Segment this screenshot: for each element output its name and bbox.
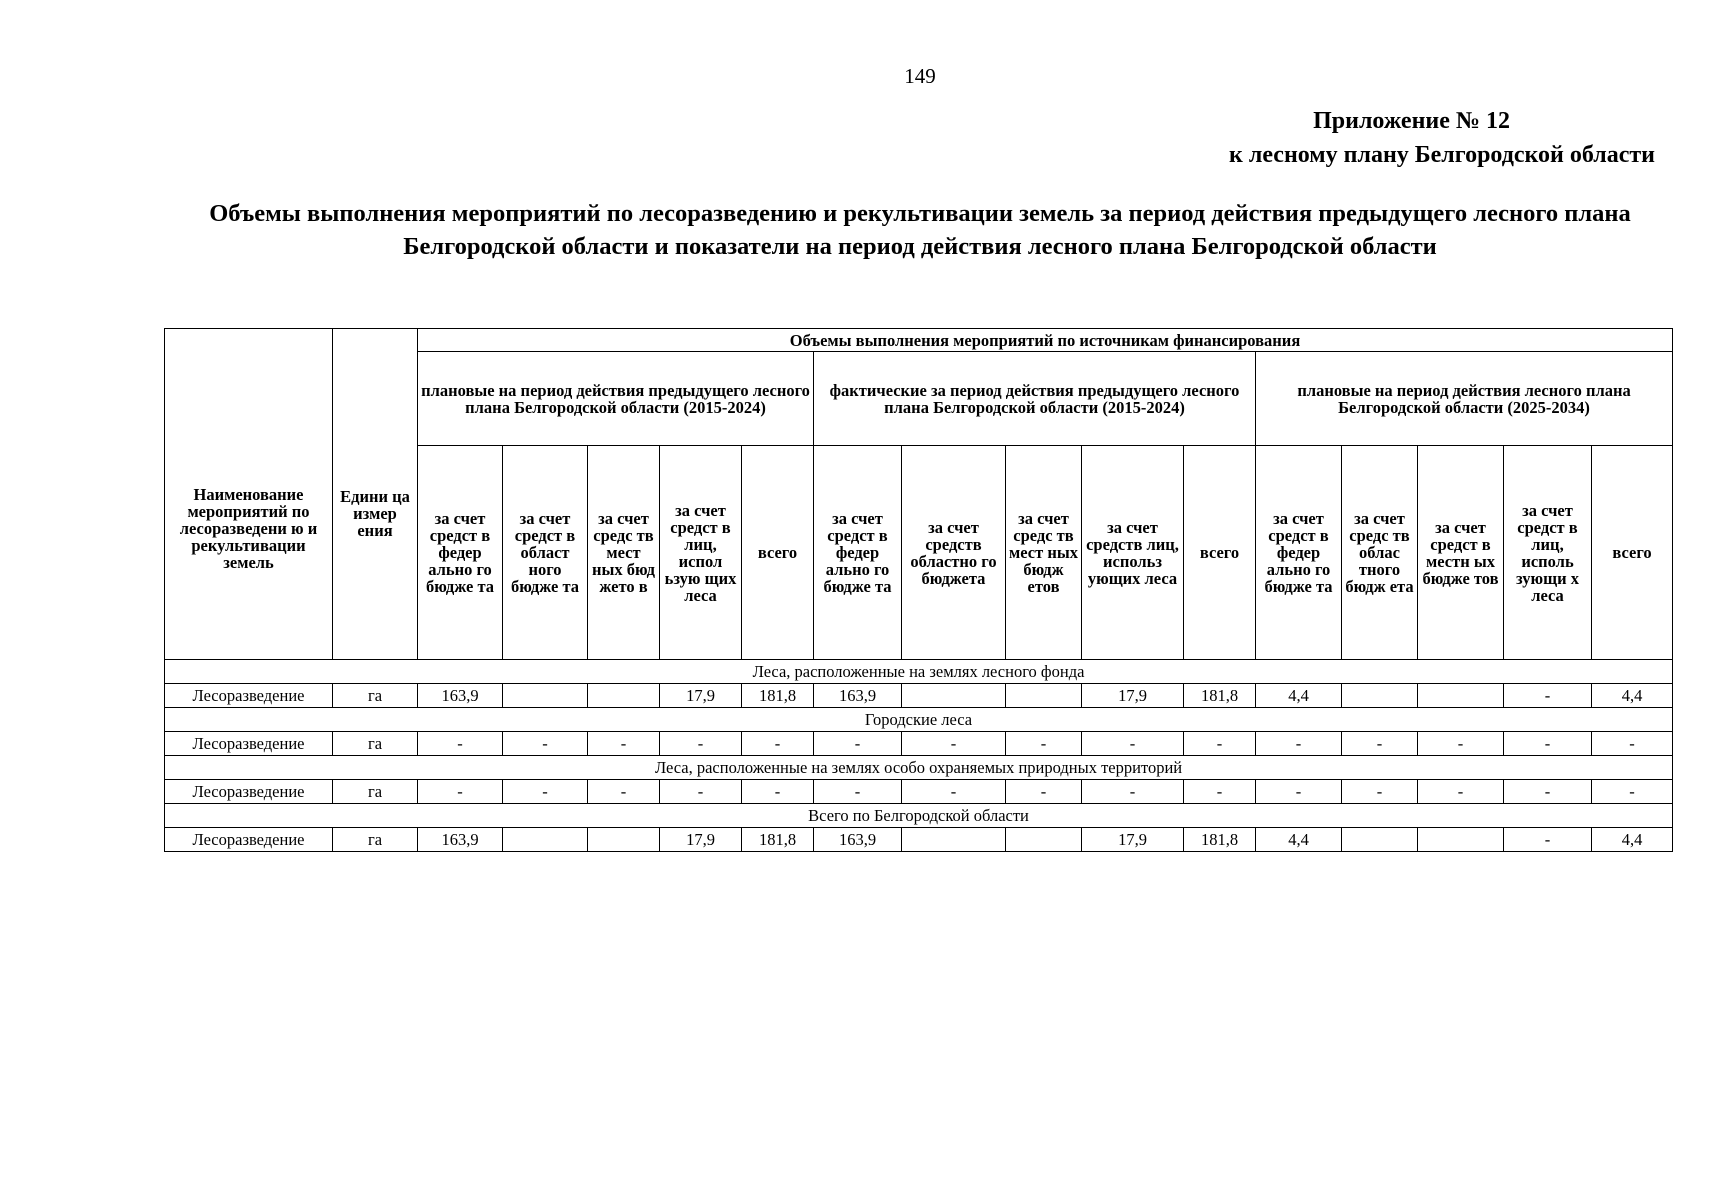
header-sub-cell: всего xyxy=(742,446,814,660)
section-title: Всего по Белгородской области xyxy=(165,804,1673,828)
row-value-cell: 163,9 xyxy=(814,684,902,708)
row-value-cell xyxy=(503,684,588,708)
header-sub-cell: за счет средст в местн ых бюдже тов xyxy=(1418,446,1504,660)
row-activity-name: Лесоразведение xyxy=(165,780,333,804)
row-value-cell: - xyxy=(1342,732,1418,756)
row-value-cell: - xyxy=(814,732,902,756)
row-value-cell: 181,8 xyxy=(742,828,814,852)
header-planned-prev-period: плановые на период действия предыдущего лесного плана Белгородской области (2015-2024) xyxy=(418,352,814,446)
row-value-cell: - xyxy=(902,780,1006,804)
section-row xyxy=(165,708,1673,732)
header-sub-cell: за счет средс тв облас тного бюдж ета xyxy=(1342,446,1418,660)
row-value-cell: 163,9 xyxy=(814,828,902,852)
row-value-cell: 4,4 xyxy=(1592,684,1673,708)
row-value-cell: - xyxy=(814,780,902,804)
document-title: Объемы выполнения мероприятий по лесоразведению и рекультивации земель за период действия предыдущего лесного плана Белгородской области и показатели на период действия лесного плана Белгородской области xyxy=(209,200,1631,260)
row-value-cell: - xyxy=(1592,780,1673,804)
row-value-cell: - xyxy=(1504,780,1592,804)
table-row xyxy=(165,828,1673,852)
row-value-cell: - xyxy=(588,780,660,804)
header-unit: Едини ца измер ения xyxy=(333,329,418,660)
row-value-cell: - xyxy=(588,732,660,756)
header-activity-name: Наименование мероприятий по лесоразведени ю и рекультивации земель xyxy=(165,329,333,660)
row-value-cell xyxy=(902,828,1006,852)
row-value-cell: - xyxy=(660,780,742,804)
header-sub-cell: за счет средс тв мест ных бюд жето в xyxy=(588,446,660,660)
row-activity-name: Лесоразведение xyxy=(165,828,333,852)
page-number: 149 xyxy=(904,64,936,88)
row-value-cell: - xyxy=(1504,684,1592,708)
row-value-cell: 17,9 xyxy=(660,828,742,852)
afforestation-table xyxy=(164,328,1673,852)
row-value-cell: - xyxy=(742,732,814,756)
row-value-cell xyxy=(1342,684,1418,708)
row-value-cell: 181,8 xyxy=(1184,828,1256,852)
row-value-cell: - xyxy=(418,780,503,804)
row-value-cell xyxy=(902,684,1006,708)
row-value-cell xyxy=(1006,684,1082,708)
section-row xyxy=(165,660,1673,684)
row-activity-name: Лесоразведение xyxy=(165,684,333,708)
header-sub-cell: за счет средств областно го бюджета xyxy=(902,446,1006,660)
row-value-cell: - xyxy=(902,732,1006,756)
header-sub-cell: за счет средст в федер ально го бюдже та xyxy=(814,446,902,660)
table-row xyxy=(165,780,1673,804)
header-sub-cell: за счет средств лиц, использ ующих леса xyxy=(1082,446,1184,660)
header-sub-cell: всего xyxy=(1592,446,1673,660)
row-value-cell: 181,8 xyxy=(1184,684,1256,708)
row-value-cell: - xyxy=(1504,828,1592,852)
header-sub-cell: за счет средс тв мест ных бюдж етов xyxy=(1006,446,1082,660)
row-value-cell xyxy=(588,828,660,852)
row-value-cell: - xyxy=(1342,780,1418,804)
row-value-cell: 4,4 xyxy=(1256,828,1342,852)
table-row xyxy=(165,684,1673,708)
row-value-cell xyxy=(1418,828,1504,852)
row-unit: га xyxy=(333,684,418,708)
row-value-cell: - xyxy=(1418,732,1504,756)
section-title: Леса, расположенные на землях особо охраняемых природных территорий xyxy=(165,756,1673,780)
row-value-cell: - xyxy=(660,732,742,756)
row-value-cell: - xyxy=(1256,732,1342,756)
row-unit: га xyxy=(333,828,418,852)
row-value-cell: - xyxy=(1006,780,1082,804)
row-unit: га xyxy=(333,732,418,756)
row-value-cell: - xyxy=(1184,780,1256,804)
row-value-cell xyxy=(1006,828,1082,852)
row-value-cell: - xyxy=(418,732,503,756)
row-value-cell: 17,9 xyxy=(1082,684,1184,708)
row-value-cell: 17,9 xyxy=(1082,828,1184,852)
row-activity-name: Лесоразведение xyxy=(165,732,333,756)
section-row xyxy=(165,804,1673,828)
row-value-cell: 181,8 xyxy=(742,684,814,708)
row-value-cell: - xyxy=(742,780,814,804)
section-row xyxy=(165,756,1673,780)
row-value-cell: - xyxy=(1592,732,1673,756)
row-value-cell: - xyxy=(1418,780,1504,804)
row-value-cell: - xyxy=(1006,732,1082,756)
row-value-cell xyxy=(1342,828,1418,852)
appendix-number: Приложение № 12 xyxy=(1313,108,1510,134)
header-planned-new-period: плановые на период действия лесного плана Белгородской области (2025-2034) xyxy=(1256,352,1673,446)
row-value-cell: - xyxy=(503,732,588,756)
header-actual-prev-period: фактические за период действия предыдущего лесного плана Белгородской области (2015-2024) xyxy=(814,352,1256,446)
row-value-cell: 4,4 xyxy=(1256,684,1342,708)
section-title: Городские леса xyxy=(165,708,1673,732)
row-value-cell xyxy=(503,828,588,852)
header-sub-cell: за счет средст в федер ально го бюдже та xyxy=(418,446,503,660)
section-title: Леса, расположенные на землях лесного фонда xyxy=(165,660,1673,684)
table-body xyxy=(165,660,1673,852)
row-value-cell: - xyxy=(1256,780,1342,804)
header-sub-cell: за счет средст в лиц, испол ьзую щих леса xyxy=(660,446,742,660)
header-sub-cell: всего xyxy=(1184,446,1256,660)
row-unit: га xyxy=(333,780,418,804)
row-value-cell: - xyxy=(503,780,588,804)
row-value-cell xyxy=(1418,684,1504,708)
row-value-cell: - xyxy=(1504,732,1592,756)
row-value-cell: - xyxy=(1082,780,1184,804)
row-value-cell: 17,9 xyxy=(660,684,742,708)
row-value-cell: - xyxy=(1184,732,1256,756)
header-sub-cell: за счет средст в федер ально го бюдже та xyxy=(1256,446,1342,660)
appendix-reference: к лесному плану Белгородской области xyxy=(1229,142,1655,168)
row-value-cell xyxy=(588,684,660,708)
row-value-cell: 163,9 xyxy=(418,828,503,852)
row-value-cell: 163,9 xyxy=(418,684,503,708)
table-row xyxy=(165,732,1673,756)
header-sub-cell: за счет средст в лиц, исполь зующи х леса xyxy=(1504,446,1592,660)
appendix-heading xyxy=(1229,104,1655,172)
header-sub-cell: за счет средст в област ного бюдже та xyxy=(503,446,588,660)
header-financing-sources: Объемы выполнения мероприятий по источникам финансирования xyxy=(418,329,1673,352)
row-value-cell: 4,4 xyxy=(1592,828,1673,852)
row-value-cell: - xyxy=(1082,732,1184,756)
